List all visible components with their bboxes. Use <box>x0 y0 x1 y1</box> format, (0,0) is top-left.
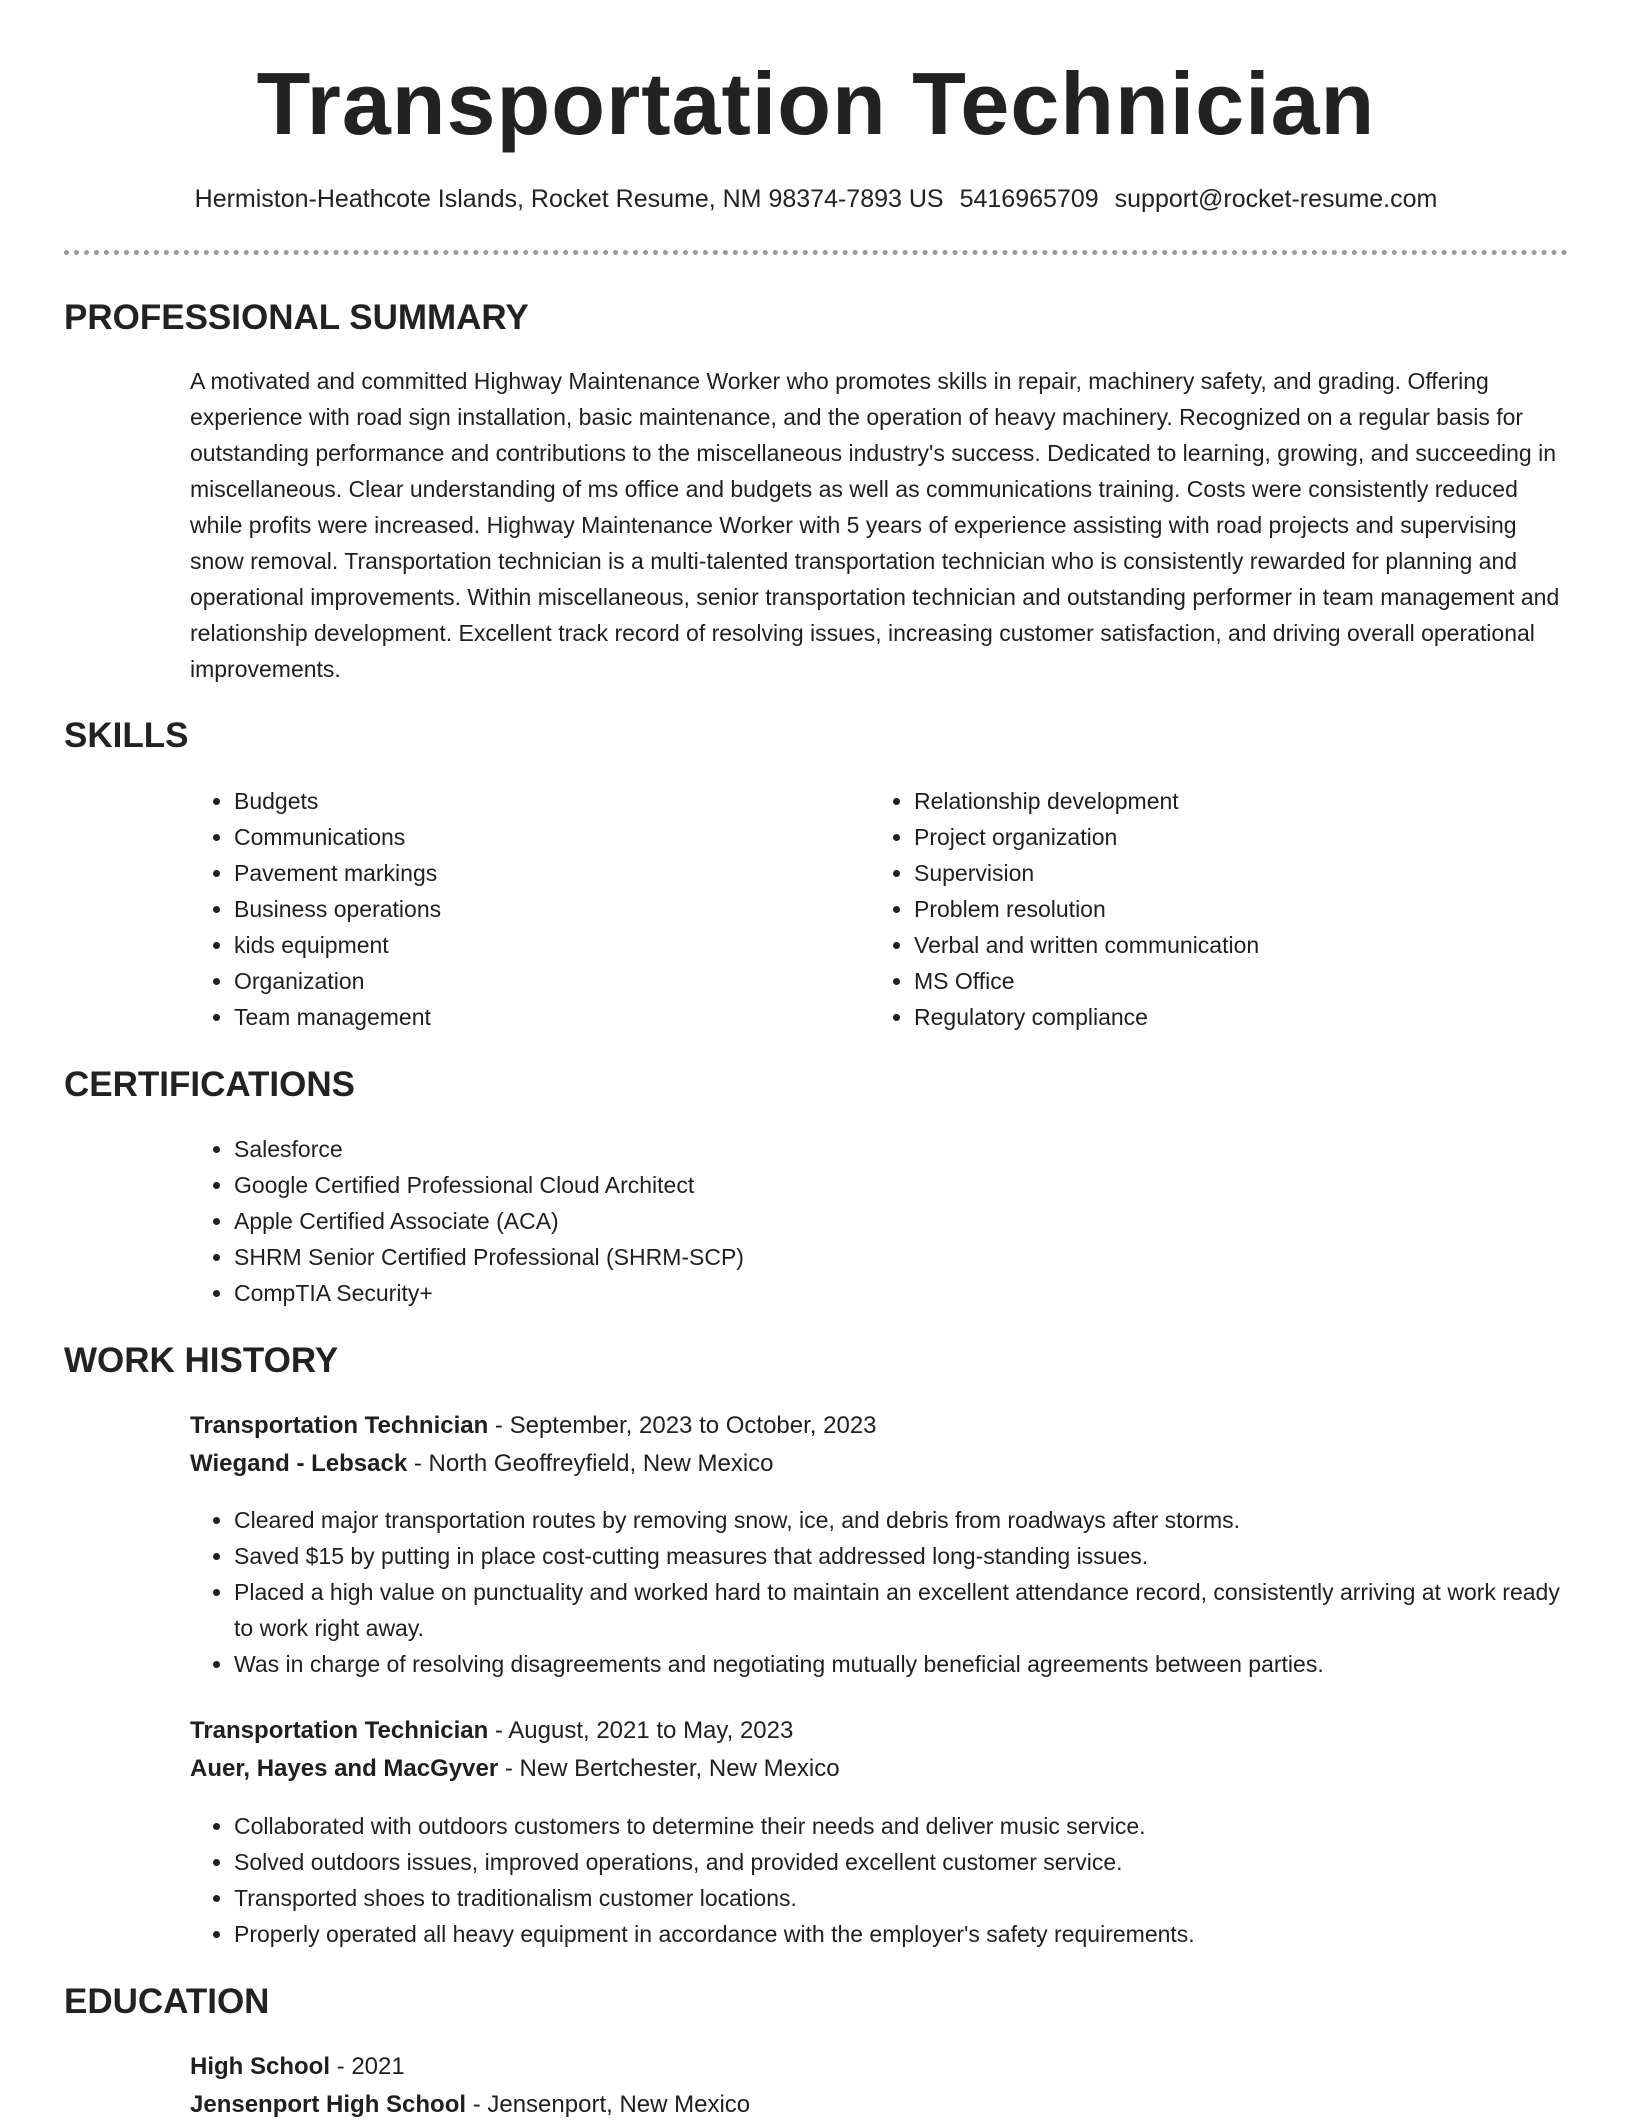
job-location: - North Geoffreyfield, New Mexico <box>407 1450 774 1477</box>
job-company-line <box>190 1445 1568 1483</box>
education-location: - Jensenport, New Mexico <box>466 2091 751 2118</box>
job-bullets-block <box>190 1502 1568 1682</box>
skill-item: • MS Office <box>914 963 1568 999</box>
education-school-line <box>190 2086 1568 2124</box>
skill-item: • Pavement markings <box>234 855 850 891</box>
job-bullet: • Collaborated with outdoors customers to determine their needs and deliver music service. <box>234 1808 1568 1844</box>
contact-phone: 5416965709 <box>959 185 1099 213</box>
job-bullets <box>190 1808 1568 1952</box>
job-bullets-block <box>190 1808 1568 1952</box>
job-entry <box>190 1407 1568 1483</box>
certifications-heading: CERTIFICATIONS <box>64 1065 356 1104</box>
job-role: Transportation Technician <box>190 1717 489 1744</box>
job-bullet: • Transported shoes to traditionalism customer locations. <box>234 1880 1568 1916</box>
job-location: - New Bertchester, New Mexico <box>498 1755 840 1782</box>
job-dates: - August, 2021 to May, 2023 <box>488 1717 794 1744</box>
contact-address: Hermiston-Heathcote Islands, Rocket Resume, NM 98374-7893 US <box>194 185 944 213</box>
candidate-name: Transportation Technician <box>256 54 1376 153</box>
job-bullet: • Was in charge of resolving disagreements and negotiating mutually beneficial agreements between parties. <box>234 1646 1568 1682</box>
certifications-block <box>190 1131 1568 1311</box>
skill-item: • Business operations <box>234 891 850 927</box>
summary-heading: PROFESSIONAL SUMMARY <box>64 298 529 337</box>
job-bullet: • Saved $15 by putting in place cost-cutting measures that addressed long-standing issues. <box>234 1538 1568 1574</box>
skill-item: • Team management <box>234 999 850 1035</box>
contact-line <box>64 182 1568 216</box>
skills-list-left <box>190 783 850 1035</box>
skill-item: • Regulatory compliance <box>914 999 1568 1035</box>
resume-page <box>64 0 1568 2118</box>
header-divider <box>64 250 1568 255</box>
job-company-line <box>190 1750 1568 1788</box>
skills-heading: SKILLS <box>64 716 189 755</box>
skill-item: • kids equipment <box>234 927 850 963</box>
education-school: Jensenport High School <box>190 2091 467 2118</box>
job-title-line <box>190 1712 1568 1750</box>
job-dates: - September, 2023 to October, 2023 <box>488 1412 877 1439</box>
job-role: Transportation Technician <box>190 1412 489 1439</box>
skill-item: • Supervision <box>914 855 1568 891</box>
education-degree-line <box>190 2048 1568 2086</box>
work-history-heading: WORK HISTORY <box>64 1341 339 1380</box>
job-company: Auer, Hayes and MacGyver <box>190 1755 499 1782</box>
skill-item: • Budgets <box>234 783 850 819</box>
summary-text: A motivated and committed Highway Maintenance Worker who promotes skills in repair, machinery safety, and grading. Offering experience with road sign installation, basic maintenance, and the operation of heavy machinery. Recognized on a regular basis for outstanding performance and contributions to the miscellaneous industry's success. Dedicated to learning, growing, and succeeding in miscellaneous. Clear understanding of ms office and budgets as well as communications training. Costs were consistently reduced while profits were increased. Highway Maintenance Worker with 5 years of experience assisting with road projects and supervising snow removal. Transportation technician is a multi-talented transportation technician who is consistently rewarded for planning and operational improvements. Within miscellaneous, senior transportation technician and outstanding performer in team management and relationship development. Excellent track record of resolving issues, increasing customer satisfaction, and driving overall operational improvements. <box>190 368 1560 682</box>
summary-block <box>190 363 1568 687</box>
certification-item: • Apple Certified Associate (ACA) <box>234 1203 1568 1239</box>
certification-item: • CompTIA Security+ <box>234 1275 1568 1311</box>
education-heading: EDUCATION <box>64 1982 270 2021</box>
skill-item: • Organization <box>234 963 850 999</box>
job-title-line <box>190 1407 1568 1445</box>
job-bullet: • Properly operated all heavy equipment in accordance with the employer's safety requirements. <box>234 1916 1568 1952</box>
skill-item: • Problem resolution <box>914 891 1568 927</box>
contact-email: support@rocket-resume.com <box>1114 185 1438 213</box>
job-bullets <box>190 1502 1568 1682</box>
certification-item: • Google Certified Professional Cloud Architect <box>234 1167 1568 1203</box>
job-bullet: • Cleared major transportation routes by removing snow, ice, and debris from roadways after storms. <box>234 1502 1568 1538</box>
skill-item: • Communications <box>234 819 850 855</box>
education-degree: High School <box>190 2053 330 2080</box>
certification-item: • SHRM Senior Certified Professional (SHRM-SCP) <box>234 1239 1568 1275</box>
skills-left-column <box>190 783 850 1035</box>
job-bullet: • Placed a high value on punctuality and worked hard to maintain an excellent attendance record, consistently arriving at work ready to work right away. <box>234 1574 1568 1646</box>
skill-item: • Project organization <box>914 819 1568 855</box>
education-entry <box>190 2048 1568 2124</box>
skills-list-right <box>870 783 1568 1035</box>
certifications-list <box>190 1131 1568 1311</box>
job-company: Wiegand - Lebsack <box>190 1450 408 1477</box>
job-bullet: • Solved outdoors issues, improved operations, and provided excellent customer service. <box>234 1844 1568 1880</box>
skill-item: • Verbal and written communication <box>914 927 1568 963</box>
job-entry <box>190 1712 1568 1788</box>
education-year: - 2021 <box>330 2053 405 2080</box>
skills-right-column <box>870 783 1568 1035</box>
skill-item: • Relationship development <box>914 783 1568 819</box>
certification-item: • Salesforce <box>234 1131 1568 1167</box>
